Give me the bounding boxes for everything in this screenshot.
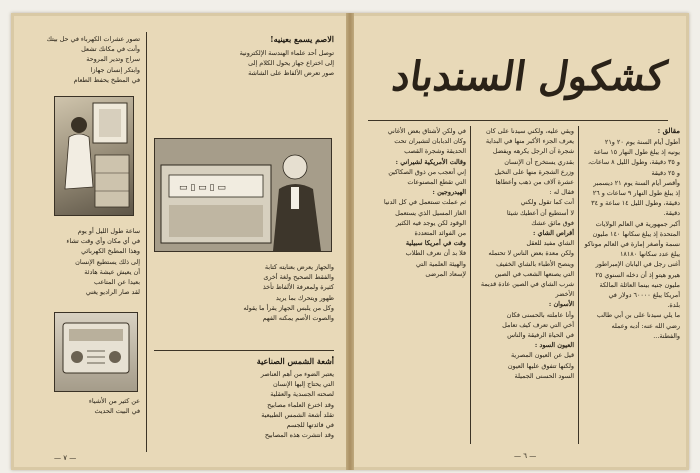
right-page [354,16,686,467]
radio-set-photo [54,312,138,392]
deaf-article: الاصم يسمع بعينيه! توصل أحد علماء الهندسة الإلكترونية إلى اختراع جهاز يحول الكلام إلى صور تعرض الألفاظ على الشاشة [154,34,334,144]
right-page-number: — ٦ — [514,452,537,460]
scientist-with-machine-photo [154,138,332,252]
column-rule [470,126,471,444]
left-page-number: — ٧ — [54,454,77,462]
solar-article: أشعة الشمس الصناعية يعتبر الضوء من أهم العناصر التي يحتاج إليها الإنسان لصحته الجسدية والعقلية وقد اخترع العلماء مصابيح تقلد أشعة الشمس الطبيعية في فائدتها للجسم وقد انتشرت هذه المصابيح [154,356,334,451]
masthead-underline [368,120,668,121]
deaf-article-heading: الاصم يسمع بعينيه! [270,34,334,44]
facts-section-title: مقالق : [657,126,680,135]
spine-gutter [346,13,354,470]
left-page-outer-column: تصور عشرات الكهرباء في حل بيتك وأنت في مكانك تشعل سراج وتدير المروحة وابتكر إنسان جهازا في المطبخ يحفظ الطعام [46,35,140,84]
kitchen-woman-photo [54,96,134,216]
left-page-outer-column-bottom: عن كثير من الأشياء في البيت الحديث [88,397,140,416]
column-rule [146,32,147,452]
solar-article-heading: أشعة الشمس الصناعية [256,356,334,366]
svg-text:▭ ▯ ▭ ▯ ▭: ▭ ▯ ▭ ▯ ▭ [179,183,226,193]
magazine-spread [11,13,689,470]
deaf-article-continued: والجهاز يعرض بعنايته كتابة والفقط الصحيح ولغة أخرى كثيرة ولمعرفة الألفاظ تأخذ ظهور ويتحرك بما يريد وكل من يلبس الجهاز يقرأ ما يقوله والصوت الأصم يمكنه الفهم [243,263,334,323]
middle-column: ويقي عليه، ولكني سيدنا على كان يعرف الجزء الأكبر منها في البداية شجرة آن الرجل يكرهه ويفضل بقدري يستخرج أن الإنسان وزرع الشجرة منها على النخيل عشرة آلاف من ذهب وأعطاها فقال له : أنت كما تقول ولكني لا أستطيع أن أعطيك شيئا فوق مائق عشك أقراص الشاي : الشاي مفيد للعقل ولكن معدة بعض الناس لا تحتمله وينصح الأطباء بالشاي الخفيف التي يصنعها الشعب في الصين شرب الشاي في الصين عادة قديمة الأخضر الأسوان : وأنا عاملته بالحسنى فكان أخي التي تعرف كيف تعامل في الحياة الرفيقة والناس العيون السود : قيل عن العيون المصرية ولكنها تتفوق عليها العيون السود الحسنى الجميلة [480,127,574,380]
article-divider [154,350,334,351]
masthead-title: كشكول السندباد [389,53,670,100]
left-page-outer-column-mid: ساعة طول الليل أو يوم في أي مكان وأي وقت تشاء وهذا المطبخ الكهربائي إلى ذلك يستطيع الإنسان أن يعيش عيشة هادئة بعيدا عن المتاعب لقد صار الراديو يغني [66,227,140,297]
inner-column: في ولكن لأشتاق بعض الأغاني وكان الدبابان لتشيران تحت الحديقة وشجرة القصب وقالت الأمريكية لشيراني : إني أتعجب من ذوق الصكاكين التي تقطع المصنوعات الهيدروجين : ثم عملت تستعمل في كل الدنيا الغاز المسيل الذي يستعمل الوقود لكن يوجد فيه الكثير من الفوائد المتعددة وقت في أمريكا سبيلية فلا بد أن نعرف الطلاب والهيئة العلمية التي لإسعاد المرضى [383,127,466,278]
facts-column: مقالق : أطول أيام السنة يوم ٢٠ و٢١ يونيه إذ يبلغ طول النهار ١٥ ساعة و ٣٥ دقيقة، وطول الليل ٨ ساعات، و ٢٥ دقيقة وأقصر أيام السنة يوم ٢١ ديسمبر إذ يبلغ طول النهار ٩ ساعات و ٢٦ دقيقة، وطول الليل ١٤ ساعة و ٣٤ دقيقة. أكبر جمهورية في العالم الولايات المتحدة إذ يبلغ سكانها ١٤٠ مليون نسمة وأصغر إمارة في العالم موناكو يبلغ عدد سكانها ١٨١٨٠ أغنى رجل في اليابان الإمبراطور هيرو هيتو إذ أن دخله السنوي ٢٥ مليون جنيه بينما العائلة المالكة أمريكا يبلغ ٦٠٠٠٠ دولار في بلدة. ما يلي سيدنا على بن أبي طالب رضي الله عنه: أدبه وعمله والفطنة... [584,126,680,340]
column-rule [578,126,579,444]
left-page [14,16,346,467]
